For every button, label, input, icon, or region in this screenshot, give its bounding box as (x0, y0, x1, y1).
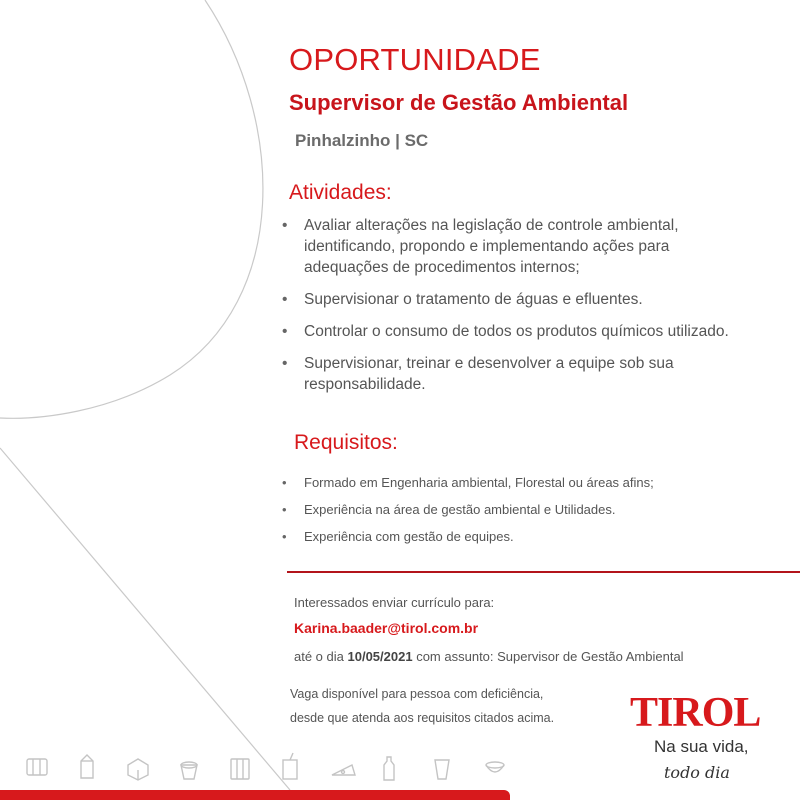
list-item: • Experiência com gestão de equipes. (282, 527, 712, 546)
activities-list (282, 215, 752, 406)
cup-icon (435, 760, 449, 779)
list-item: • Experiência na área de gestão ambiental e Utilidades. (282, 500, 712, 519)
brand-name: TIROL (630, 690, 761, 736)
job-title: Supervisor de Gestão Ambiental (289, 90, 629, 115)
page-title: OPORTUNIDADE (289, 42, 541, 77)
tirol-logo (628, 686, 768, 786)
pcd-note-line: desde que atenda aos requisitos citados acima. (290, 711, 555, 725)
requirements-list (282, 473, 712, 554)
activities-heading: Atividades: (289, 181, 392, 204)
juice-box-icon (283, 753, 297, 779)
contact-intro: Interessados enviar currículo para: (294, 595, 495, 610)
bottom-accent-bar (0, 790, 510, 800)
brand-signature: todo dia (664, 763, 730, 782)
requirements-heading: Requisitos: (294, 431, 398, 454)
cheese-wedge-icon (332, 765, 355, 775)
brand-tagline: Na sua vida, (654, 737, 749, 756)
job-location: Pinhalzinho | SC (295, 131, 429, 150)
deadline-prefix: até o dia (294, 649, 344, 664)
yogurt-cup-icon (181, 762, 197, 779)
list-item: • Formado em Engenharia ambiental, Florestal ou áreas afins; (282, 473, 712, 492)
carton-pack-icon (231, 759, 249, 779)
deadline-date: 10/05/2021 (347, 649, 413, 664)
contact-email-link[interactable]: Karina.baader@tirol.com.br (294, 620, 479, 636)
deadline-suffix: com assunto: Supervisor de Gestão Ambiental (416, 649, 684, 664)
milk-carton-icon (81, 755, 93, 778)
list-item: • Avaliar alterações na legislação de controle ambiental, identificando, propondo e implementando ações para adequações de procedimentos internos; (282, 215, 752, 278)
section-divider (287, 571, 800, 573)
butter-box-icon (128, 759, 148, 780)
product-icons-row (25, 751, 515, 783)
list-item: • Supervisionar o tratamento de águas e efluentes. (282, 289, 752, 310)
deadline-text (294, 649, 684, 664)
list-item: • Controlar o consumo de todos os produtos químicos utilizado. (282, 321, 752, 342)
pcd-note-line: Vaga disponível para pessoa com deficiência, (290, 687, 544, 701)
list-item: • Supervisionar, treinar e desenvolver a equipe sob sua responsabilidade. (282, 353, 752, 395)
bottle-icon (384, 757, 394, 780)
milk-crate-icon (27, 759, 47, 775)
pcd-note (290, 682, 620, 730)
bowl-icon (486, 762, 504, 772)
